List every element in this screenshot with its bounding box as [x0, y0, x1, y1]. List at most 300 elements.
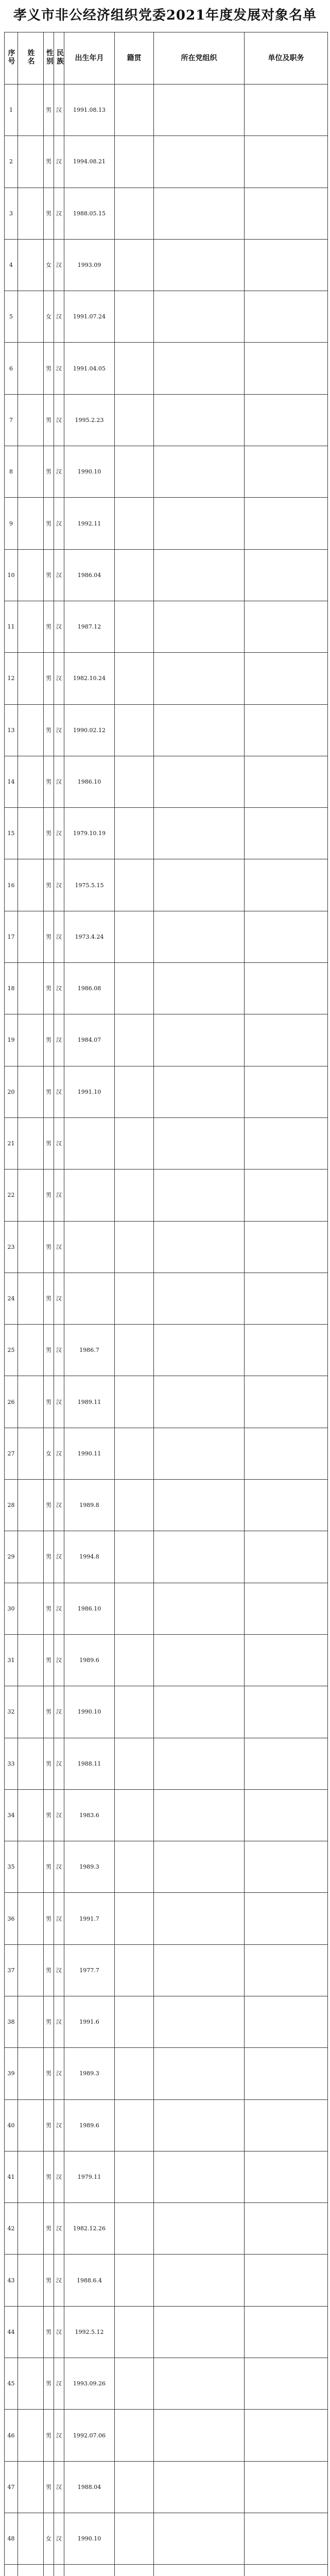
cell-name: [18, 756, 44, 807]
cell-ethnicity: 汉: [54, 653, 64, 704]
table-row: [5, 2358, 328, 2410]
cell-name: [18, 963, 44, 1014]
cell-unit: [245, 498, 328, 549]
cell-no: 10: [5, 549, 18, 601]
cell-ethnicity: 汉: [54, 1531, 64, 1583]
cell-unit: [245, 653, 328, 704]
cell-name: [18, 2099, 44, 2151]
table-row: [5, 1634, 328, 1686]
cell-native: [115, 446, 154, 498]
cell-no: 4: [5, 239, 18, 291]
cell-name: [18, 291, 44, 343]
cell-org: [154, 2306, 245, 2358]
cell-gender: 男: [44, 1738, 54, 1789]
table-row: [5, 1996, 328, 2047]
cell-birth: 1986.08: [64, 963, 115, 1014]
cell-ethnicity: 汉: [54, 394, 64, 446]
cell-org: [154, 963, 245, 1014]
cell-ethnicity: 汉: [54, 498, 64, 549]
table-row: [5, 1066, 328, 1117]
cell-org: [154, 394, 245, 446]
cell-name: [18, 1944, 44, 1996]
cell-birth: 1988.04: [64, 2461, 115, 2513]
cell-name: [18, 1634, 44, 1686]
cell-unit: [245, 1066, 328, 1117]
table-row: [5, 549, 328, 601]
cell-ethnicity: 汉: [54, 549, 64, 601]
cell-birth: 1991.7: [64, 1893, 115, 1944]
cell-birth: 1990.10: [64, 1686, 115, 1738]
cell-unit: [245, 446, 328, 498]
cell-no: 43: [5, 2255, 18, 2306]
cell-native: [115, 1789, 154, 1841]
cell-gender: 男: [44, 1944, 54, 1996]
cell-name: [18, 2203, 44, 2255]
cell-gender: 男: [44, 2306, 54, 2358]
cell-org: [154, 1221, 245, 1273]
cell-org: [154, 343, 245, 394]
cell-name: [18, 136, 44, 188]
header-ethnicity: 民族: [54, 32, 64, 84]
cell-no: 35: [5, 1841, 18, 1893]
cell-gender: 男: [44, 1376, 54, 1428]
table-row: [5, 1583, 328, 1634]
table-row: [5, 2048, 328, 2099]
table-row: [5, 2565, 328, 2576]
table-row: [5, 963, 328, 1014]
cell-ethnicity: 汉: [54, 1117, 64, 1169]
cell-no: 6: [5, 343, 18, 394]
cell-native: [115, 704, 154, 756]
cell-unit: [245, 2565, 328, 2576]
cell-org: [154, 1014, 245, 1066]
cell-unit: [245, 911, 328, 962]
cell-ethnicity: 汉: [54, 446, 64, 498]
cell-unit: [245, 1325, 328, 1376]
cell-org: [154, 911, 245, 962]
cell-unit: [245, 2099, 328, 2151]
cell-native: [115, 1686, 154, 1738]
cell-native: [115, 1996, 154, 2047]
cell-org: [154, 291, 245, 343]
cell-org: [154, 1170, 245, 1221]
cell-org: [154, 1428, 245, 1479]
cell-native: [115, 1273, 154, 1324]
cell-name: [18, 653, 44, 704]
cell-gender: 男: [44, 756, 54, 807]
table-row: [5, 756, 328, 807]
cell-native: [115, 1325, 154, 1376]
cell-gender: 男: [44, 1117, 54, 1169]
cell-name: [18, 1014, 44, 1066]
cell-no: 19: [5, 1014, 18, 1066]
cell-org: [154, 1841, 245, 1893]
header-no: 序号: [5, 32, 18, 84]
cell-birth: 1979.10.19: [64, 808, 115, 859]
cell-gender: 女: [44, 2513, 54, 2564]
page-title: 孝义市非公经济组织党委2021年度发展对象名单: [13, 8, 317, 23]
cell-no: 32: [5, 1686, 18, 1738]
cell-unit: [245, 1841, 328, 1893]
cell-gender: 男: [44, 549, 54, 601]
cell-no: 27: [5, 1428, 18, 1479]
table-row: [5, 2306, 328, 2358]
cell-birth: 1989.6: [64, 1634, 115, 1686]
cell-ethnicity: 汉: [54, 911, 64, 962]
cell-gender: 男: [44, 1583, 54, 1634]
cell-gender: 男: [44, 1893, 54, 1944]
cell-gender: [44, 2565, 54, 2576]
cell-native: [115, 1170, 154, 1221]
cell-unit: [245, 84, 328, 136]
cell-no: [5, 2565, 18, 2576]
cell-org: [154, 188, 245, 239]
cell-native: [115, 343, 154, 394]
cell-native: [115, 2151, 154, 2202]
cell-org: [154, 2255, 245, 2306]
cell-no: 5: [5, 291, 18, 343]
header-org: 所在党组织: [154, 32, 245, 84]
cell-unit: [245, 2048, 328, 2099]
cell-birth: 1991.6: [64, 1996, 115, 2047]
table-body: [5, 84, 328, 2576]
table-row: [5, 1428, 328, 1479]
cell-org: [154, 1531, 245, 1583]
cell-name: [18, 1428, 44, 1479]
table-row: [5, 1325, 328, 1376]
cell-gender: 男: [44, 188, 54, 239]
table-row: [5, 601, 328, 652]
table-row: [5, 2513, 328, 2564]
cell-ethnicity: 汉: [54, 1583, 64, 1634]
cell-no: 37: [5, 1944, 18, 1996]
cell-gender: 男: [44, 446, 54, 498]
cell-org: [154, 84, 245, 136]
table-row: [5, 1170, 328, 1221]
cell-gender: 男: [44, 808, 54, 859]
cell-birth: 1973.4.24: [64, 911, 115, 962]
cell-no: 21: [5, 1117, 18, 1169]
cell-birth: 1984.07: [64, 1014, 115, 1066]
header-unit: 单位及职务: [245, 32, 328, 84]
cell-no: 28: [5, 1480, 18, 1531]
cell-name: [18, 1480, 44, 1531]
cell-unit: [245, 808, 328, 859]
cell-birth: [64, 2565, 115, 2576]
cell-org: [154, 1325, 245, 1376]
cell-native: [115, 601, 154, 652]
cell-name: [18, 1117, 44, 1169]
cell-unit: [245, 1583, 328, 1634]
cell-ethnicity: 汉: [54, 2461, 64, 2513]
cell-no: 29: [5, 1531, 18, 1583]
cell-gender: 男: [44, 2203, 54, 2255]
cell-no: 15: [5, 808, 18, 859]
cell-unit: [245, 963, 328, 1014]
cell-name: [18, 859, 44, 911]
cell-no: 17: [5, 911, 18, 962]
cell-unit: [245, 1634, 328, 1686]
cell-unit: [245, 2410, 328, 2461]
cell-gender: 男: [44, 84, 54, 136]
cell-org: [154, 1583, 245, 1634]
table-row: [5, 911, 328, 962]
table-row: [5, 343, 328, 394]
cell-birth: 1992.07.06: [64, 2410, 115, 2461]
cell-no: 48: [5, 2513, 18, 2564]
cell-name: [18, 1841, 44, 1893]
cell-no: 38: [5, 1996, 18, 2047]
cell-no: 25: [5, 1325, 18, 1376]
cell-birth: 1990.02.12: [64, 704, 115, 756]
cell-no: 9: [5, 498, 18, 549]
cell-name: [18, 1066, 44, 1117]
cell-native: [115, 1117, 154, 1169]
cell-unit: [245, 756, 328, 807]
cell-gender: 男: [44, 343, 54, 394]
cell-gender: 男: [44, 1634, 54, 1686]
cell-org: [154, 2358, 245, 2410]
cell-ethnicity: 汉: [54, 291, 64, 343]
cell-org: [154, 859, 245, 911]
cell-gender: 男: [44, 2048, 54, 2099]
table-row: [5, 1531, 328, 1583]
cell-unit: [245, 291, 328, 343]
cell-no: 18: [5, 963, 18, 1014]
cell-unit: [245, 1789, 328, 1841]
table-row: [5, 2151, 328, 2202]
cell-no: 41: [5, 2151, 18, 2202]
cell-unit: [245, 859, 328, 911]
cell-org: [154, 1944, 245, 1996]
cell-ethnicity: 汉: [54, 2151, 64, 2202]
cell-birth: 1993.09: [64, 239, 115, 291]
cell-unit: [245, 1893, 328, 1944]
cell-no: 23: [5, 1221, 18, 1273]
cell-gender: 男: [44, 963, 54, 1014]
table-row: [5, 1117, 328, 1169]
cell-ethnicity: 汉: [54, 1221, 64, 1273]
cell-unit: [245, 2255, 328, 2306]
cell-birth: 1990.11: [64, 1428, 115, 1479]
cell-no: 39: [5, 2048, 18, 2099]
cell-org: [154, 1066, 245, 1117]
table-row: [5, 394, 328, 446]
cell-name: [18, 911, 44, 962]
cell-gender: 男: [44, 498, 54, 549]
cell-name: [18, 84, 44, 136]
cell-native: [115, 394, 154, 446]
cell-ethnicity: 汉: [54, 2410, 64, 2461]
cell-ethnicity: 汉: [54, 601, 64, 652]
cell-ethnicity: 汉: [54, 1893, 64, 1944]
cell-ethnicity: 汉: [54, 756, 64, 807]
cell-no: 7: [5, 394, 18, 446]
cell-name: [18, 1531, 44, 1583]
cell-birth: 1991.10: [64, 1066, 115, 1117]
cell-name: [18, 446, 44, 498]
cell-ethnicity: 汉: [54, 136, 64, 188]
cell-unit: [245, 1273, 328, 1324]
cell-org: [154, 2513, 245, 2564]
cell-name: [18, 2513, 44, 2564]
cell-native: [115, 911, 154, 962]
cell-native: [115, 808, 154, 859]
cell-ethnicity: 汉: [54, 704, 64, 756]
cell-unit: [245, 549, 328, 601]
cell-birth: 1975.5.15: [64, 859, 115, 911]
cell-ethnicity: 汉: [54, 2513, 64, 2564]
cell-unit: [245, 1014, 328, 1066]
cell-no: 46: [5, 2410, 18, 2461]
table-row: [5, 1944, 328, 1996]
cell-no: 12: [5, 653, 18, 704]
cell-gender: 男: [44, 2151, 54, 2202]
cell-birth: [64, 1273, 115, 1324]
cell-birth: [64, 1221, 115, 1273]
cell-gender: 男: [44, 653, 54, 704]
cell-no: 22: [5, 1170, 18, 1221]
table-row: [5, 1376, 328, 1428]
table-row: [5, 239, 328, 291]
cell-native: [115, 2358, 154, 2410]
table-row: [5, 2255, 328, 2306]
table-row: [5, 704, 328, 756]
cell-no: 1: [5, 84, 18, 136]
cell-no: 31: [5, 1634, 18, 1686]
cell-ethnicity: 汉: [54, 808, 64, 859]
cell-native: [115, 2048, 154, 2099]
cell-org: [154, 549, 245, 601]
cell-org: [154, 1686, 245, 1738]
cell-name: [18, 1996, 44, 2047]
cell-name: [18, 549, 44, 601]
cell-birth: 1990.10: [64, 446, 115, 498]
cell-birth: 1988.05.15: [64, 188, 115, 239]
cell-native: [115, 1480, 154, 1531]
table-row: [5, 1221, 328, 1273]
cell-birth: 1991.04.05: [64, 343, 115, 394]
cell-birth: 1987.12: [64, 601, 115, 652]
cell-gender: 男: [44, 2358, 54, 2410]
cell-native: [115, 1428, 154, 1479]
cell-native: [115, 2306, 154, 2358]
cell-unit: [245, 601, 328, 652]
cell-org: [154, 653, 245, 704]
cell-native: [115, 963, 154, 1014]
cell-ethnicity: [54, 2565, 64, 2576]
cell-org: [154, 1376, 245, 1428]
cell-org: [154, 2151, 245, 2202]
header-gender: 性别: [44, 32, 54, 84]
cell-no: 45: [5, 2358, 18, 2410]
cell-name: [18, 1738, 44, 1789]
cell-name: [18, 1583, 44, 1634]
cell-native: [115, 291, 154, 343]
table-header-row: [5, 32, 328, 84]
table-row: [5, 498, 328, 549]
cell-org: [154, 2048, 245, 2099]
cell-gender: 男: [44, 2461, 54, 2513]
cell-unit: [245, 2513, 328, 2564]
cell-ethnicity: 汉: [54, 343, 64, 394]
cell-gender: 女: [44, 239, 54, 291]
cell-unit: [245, 704, 328, 756]
cell-birth: 1990.10: [64, 2513, 115, 2564]
cell-birth: 1989.8: [64, 1480, 115, 1531]
table-row: [5, 1738, 328, 1789]
cell-org: [154, 2461, 245, 2513]
table-row: [5, 2099, 328, 2151]
cell-no: 36: [5, 1893, 18, 1944]
cell-gender: 男: [44, 1221, 54, 1273]
cell-ethnicity: 汉: [54, 1325, 64, 1376]
cell-org: [154, 1634, 245, 1686]
cell-ethnicity: 汉: [54, 1273, 64, 1324]
cell-unit: [245, 1117, 328, 1169]
cell-unit: [245, 1221, 328, 1273]
cell-no: 3: [5, 188, 18, 239]
cell-name: [18, 601, 44, 652]
cell-name: [18, 1376, 44, 1428]
cell-name: [18, 2306, 44, 2358]
cell-name: [18, 704, 44, 756]
cell-name: [18, 2565, 44, 2576]
cell-birth: 1989.6: [64, 2099, 115, 2151]
cell-org: [154, 2565, 245, 2576]
table-row: [5, 84, 328, 136]
cell-gender: 女: [44, 1428, 54, 1479]
cell-name: [18, 808, 44, 859]
cell-name: [18, 2358, 44, 2410]
table-row: [5, 1273, 328, 1324]
cell-native: [115, 1376, 154, 1428]
cell-gender: 男: [44, 394, 54, 446]
cell-birth: 1992.5.12: [64, 2306, 115, 2358]
cell-gender: 男: [44, 1996, 54, 2047]
cell-org: [154, 1996, 245, 2047]
table-row: [5, 1480, 328, 1531]
cell-gender: 男: [44, 1480, 54, 1531]
cell-birth: 1977.7: [64, 1944, 115, 1996]
cell-unit: [245, 1480, 328, 1531]
cell-gender: 男: [44, 704, 54, 756]
cell-birth: 1988.11: [64, 1738, 115, 1789]
table-row: [5, 1841, 328, 1893]
cell-ethnicity: 汉: [54, 963, 64, 1014]
cell-gender: 男: [44, 1014, 54, 1066]
table-row: [5, 2461, 328, 2513]
cell-no: 14: [5, 756, 18, 807]
cell-native: [115, 239, 154, 291]
cell-native: [115, 1634, 154, 1686]
cell-gender: 男: [44, 2255, 54, 2306]
cell-unit: [245, 1996, 328, 2047]
cell-ethnicity: 汉: [54, 2203, 64, 2255]
cell-unit: [245, 1170, 328, 1221]
cell-birth: 1991.07.24: [64, 291, 115, 343]
cell-unit: [245, 1944, 328, 1996]
cell-native: [115, 2461, 154, 2513]
table-row: [5, 808, 328, 859]
header-birth: 出生年月: [64, 32, 115, 84]
cell-native: [115, 756, 154, 807]
cell-native: [115, 498, 154, 549]
cell-org: [154, 2099, 245, 2151]
cell-org: [154, 1117, 245, 1169]
cell-gender: 男: [44, 1789, 54, 1841]
cell-birth: [64, 1170, 115, 1221]
